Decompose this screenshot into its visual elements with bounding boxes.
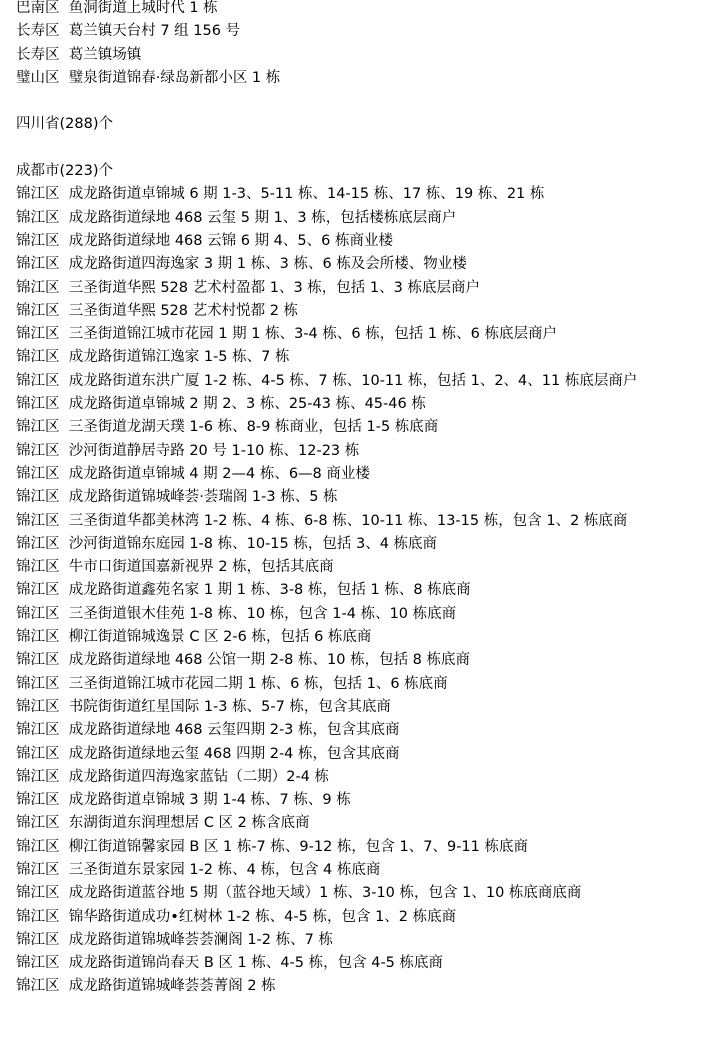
list-item: 锦江区 三圣街道华熙 528 艺术村悦都 2 栋 — [16, 302, 299, 319]
list-item: 锦江区 三圣街道华都美林湾 1-2 栋、4 栋、6-8 栋、10-11 栋、13-15 栋，包含 1、2 栋底商 — [16, 512, 628, 529]
list-item: 锦江区 成龙路街道绿地 468 云玺 5 期 1、3 栋，包括楼栋底层商户 — [16, 209, 457, 226]
city-heading: 成都市(223)个 — [16, 163, 113, 180]
address-list — [16, 183, 656, 998]
list-item: 锦江区 牛市口街道国嘉新视界 2 栋，包括其底商 — [16, 559, 334, 576]
list-item: 锦江区 沙河街道锦东庭园 1-8 栋、10-15 栋，包括 3、4 栋底商 — [16, 535, 438, 552]
list-item: 锦江区 三圣街道华熙 528 艺术村盈都 1、3 栋，包括 1、3 栋底层商户 — [16, 279, 480, 296]
list-item: 长寿区 葛兰镇天台村 7 组 156 号 — [16, 23, 241, 40]
list-item: 锦江区 成龙路街道四海逸家 3 期 1 栋、3 栋、6 栋及会所楼、物业楼 — [16, 256, 467, 273]
district-list-top — [16, 0, 656, 90]
list-item: 锦江区 成龙路街道绿地 468 云玺四期 2-3 栋，包含其底商 — [16, 722, 400, 739]
document-body — [16, 0, 656, 999]
list-item: 锦江区 成龙路街道锦尚春天 B 区 1 栋、4-5 栋，包含 4-5 栋底商 — [16, 955, 444, 972]
list-item: 锦江区 成龙路街道卓锦城 2 期 2、3 栋、25-43 栋、45-46 栋 — [16, 396, 426, 413]
list-item: 锦江区 成龙路街道卓锦城 4 期 2—4 栋、6—8 商业楼 — [16, 465, 370, 482]
list-item: 锦江区 东湖街道东润理想居 C 区 2 栋含底商 — [16, 815, 310, 832]
list-item: 锦江区 锦华路街道成功•红树林 1-2 栋、4-5 栋，包含 1、2 栋底商 — [16, 908, 457, 925]
list-item: 锦江区 成龙路街道卓锦城 6 期 1-3、5-11 栋、14-15 栋、17 栋、19 栋、21 栋 — [16, 186, 545, 203]
list-item: 锦江区 书院街街道红星国际 1-3 栋、5-7 栋，包含其底商 — [16, 698, 391, 715]
list-item: 锦江区 成龙路街道东洪广厦 1-2 栋、4-5 栋、7 栋、10-11 栋，包括 1、2、4、11 栋底层商户 — [16, 372, 638, 389]
blank-line — [16, 137, 656, 160]
list-item: 锦江区 成龙路街道卓锦城 3 期 1-4 栋、7 栋、9 栋 — [16, 792, 351, 809]
list-item: 锦江区 成龙路街道四海逸家蓝钻（二期）2-4 栋 — [16, 768, 330, 785]
list-item: 锦江区 柳江街道锦城逸景 C 区 2-6 栋，包括 6 栋底商 — [16, 629, 372, 646]
list-item: 锦江区 三圣街道龙湖天璞 1-6 栋、8-9 栋商业，包括 1-5 栋底商 — [16, 419, 439, 436]
blank-line — [16, 90, 656, 113]
province-heading: 四川省(288)个 — [16, 116, 113, 133]
list-item: 锦江区 成龙路街道锦城峰荟荟澜阁 1-2 栋、7 栋 — [16, 931, 333, 948]
list-item: 锦江区 三圣街道锦江城市花园二期 1 栋、6 栋，包括 1、6 栋底商 — [16, 675, 448, 692]
list-item: 锦江区 成龙路街道鑫苑名家 1 期 1 栋、3-8 栋，包括 1 栋、8 栋底商 — [16, 582, 471, 599]
list-item: 锦江区 成龙路街道锦江逸家 1-5 栋、7 栋 — [16, 349, 290, 366]
list-item: 锦江区 成龙路街道绿地 468 公馆一期 2-8 栋、10 栋，包括 8 栋底商 — [16, 652, 471, 669]
list-item: 锦江区 三圣街道锦江城市花园 1 期 1 栋、3-4 栋、6 栋，包括 1 栋、6 栋底层商户 — [16, 326, 558, 343]
list-item: 锦江区 成龙路街道蓝谷地 5 期（蓝谷地天域）1 栋、3-10 栋，包含 1、10 栋底商底商 — [16, 885, 582, 902]
list-item: 锦江区 成龙路街道绿地云玺 468 四期 2-4 栋，包含其底商 — [16, 745, 400, 762]
list-item: 长寿区 葛兰镇场镇 — [16, 46, 142, 63]
list-item: 锦江区 成龙路街道锦城峰荟·荟瑞阁 1-3 栋、5 栋 — [16, 489, 338, 506]
list-item: 璧山区 璧泉街道锦春·绿岛新都小区 1 栋 — [16, 69, 281, 86]
list-item: 锦江区 柳江街道锦馨家园 B 区 1 栋-7 栋、9-12 栋，包含 1、7、9-11 栋底商 — [16, 838, 528, 855]
list-item: 巴南区 鱼洞街道上城时代 1 栋 — [16, 0, 218, 16]
list-item: 锦江区 三圣街道银木佳苑 1-8 栋、10 栋，包含 1-4 栋、10 栋底商 — [16, 605, 457, 622]
list-item: 锦江区 沙河街道静居寺路 20 号 1-10 栋、12-23 栋 — [16, 442, 360, 459]
list-item: 锦江区 成龙路街道锦城峰荟荟菁阁 2 栋 — [16, 978, 276, 995]
list-item: 锦江区 三圣街道东景家园 1-2 栋、4 栋，包含 4 栋底商 — [16, 861, 381, 878]
list-item: 锦江区 成龙路街道绿地 468 云锦 6 期 4、5、6 栋商业楼 — [16, 232, 393, 249]
